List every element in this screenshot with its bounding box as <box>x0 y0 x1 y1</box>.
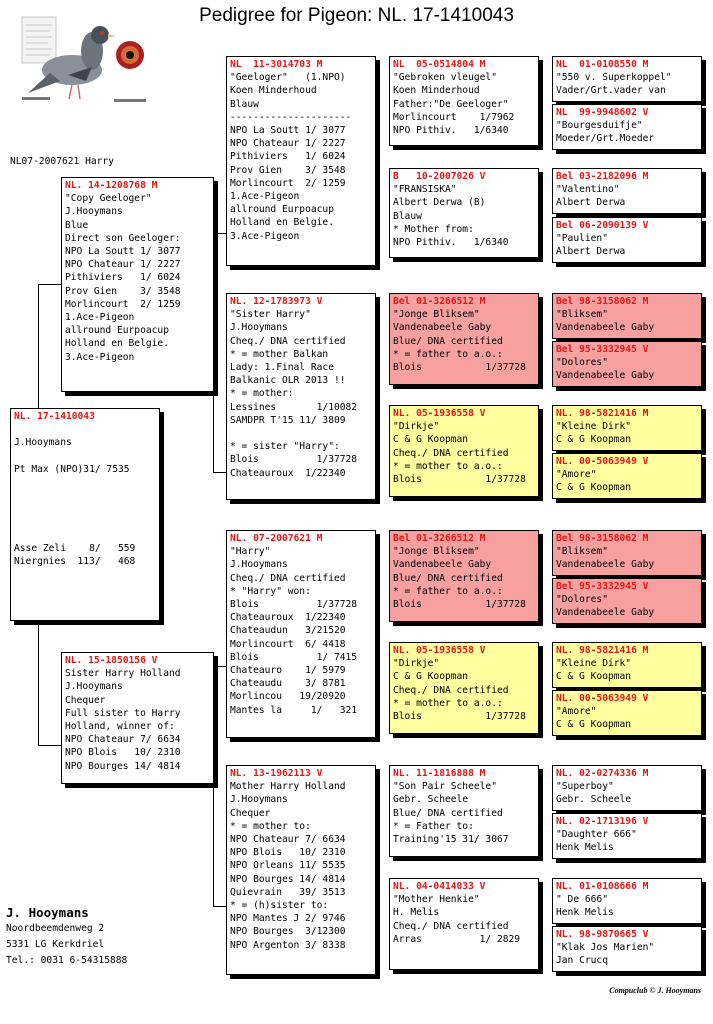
ring-number: NL 01-0108550 M <box>556 59 649 70</box>
card-line: Arras 1/ 2829 <box>393 933 521 945</box>
connector <box>38 284 61 285</box>
card-line: Mother Harry Holland <box>230 781 346 793</box>
card-line: NPO Bourges 3/12300 <box>230 926 346 938</box>
card-line: Direct son Geeloger: <box>65 232 181 244</box>
ring-number: Bel 06-2090139 V <box>556 220 649 231</box>
card-line: Koen Minderhoud <box>230 85 317 97</box>
card-line: Sister Harry Holland <box>65 668 181 680</box>
pigeon-card-g9 <box>552 530 702 576</box>
ring-number: NL. 14-1208768 M <box>65 180 158 191</box>
pigeon-card-g7 <box>552 405 702 451</box>
pigeon-card-g3 <box>552 168 702 214</box>
card-line: Koen Minderhoud <box>393 85 480 97</box>
ring-number: Bel 01-3266512 M <box>393 296 486 307</box>
card-line: Holland en Belgie. <box>65 338 169 350</box>
ring-number: NL. 05-1936558 V <box>393 645 486 656</box>
owner-phone: Tel.: 0031 6-54315888 <box>6 955 128 966</box>
card-line: Vader/Grt.vader van <box>556 85 666 97</box>
card-line: "Paulien" <box>556 233 608 245</box>
owner-address: Noordbeemdenweg 2 <box>6 923 105 934</box>
card-line: "Jonge Bliksem" <box>393 309 480 321</box>
pigeon-card-g1 <box>552 56 702 102</box>
card-line: * = mother Balkan <box>230 348 329 360</box>
card-line: * = mother: <box>230 388 294 400</box>
card-line: Lessines 1/10082 <box>230 401 358 413</box>
card-line: Vandenabeele Gaby <box>556 370 655 382</box>
card-line: * = (h)sister to: <box>230 900 329 912</box>
pigeon-card-f <box>61 177 214 392</box>
ring-number: NL. 15-1850156 V <box>65 655 158 666</box>
pigeon-card-g5 <box>552 293 702 339</box>
card-line: "Jonge Bliksem" <box>393 546 480 558</box>
card-line <box>14 529 156 542</box>
card-line: Chequer <box>230 807 271 819</box>
card-line: "Bourgesduifje" <box>556 120 643 132</box>
card-line: "Dirkje" <box>393 421 440 433</box>
ring-number: NL. 02-0274336 M <box>556 768 649 779</box>
pigeon-card-mfm <box>389 642 539 734</box>
card-line: Niergnies 113/ 468 <box>14 556 136 568</box>
card-line: "Kleine Dirk" <box>556 658 632 670</box>
card-line: Moeder/Grt.Moeder <box>556 133 655 145</box>
pigeon-card-fm <box>226 293 376 500</box>
card-line: Chateauroux 1/22340 <box>230 467 346 479</box>
ring-number: NL. 00-5063949 V <box>556 693 649 704</box>
card-line: "Amore" <box>556 706 597 718</box>
pigeon-card-fmm <box>389 405 539 497</box>
pigeon-card-ff <box>226 56 376 266</box>
card-line <box>14 489 156 502</box>
ring-number: NL 05-0514804 M <box>393 59 486 70</box>
card-line: Albert Derwa (B) <box>393 197 486 209</box>
ring-number: Bel 95-3332945 V <box>556 344 649 355</box>
ring-number: NL. 12-1783973 V <box>230 296 323 307</box>
card-line: Jan Crucq <box>556 955 608 967</box>
card-line: Henk Melis <box>556 907 614 919</box>
card-line: Prov Gien 3/ 3548 <box>65 285 181 297</box>
card-line: NPO Pithiv. 1/6340 <box>393 125 509 137</box>
ring-number: NL. 98-5821416 M <box>556 645 649 656</box>
card-line: Morlincourt 1/7962 <box>393 111 515 123</box>
card-line: Vandenabeele Gaby <box>393 559 492 571</box>
card-line: Chateauro 1/ 5979 <box>230 665 346 677</box>
ring-number: NL. 98-5821416 M <box>556 408 649 419</box>
card-line: * = mother to: <box>230 820 311 832</box>
card-line: J.Hooymans <box>230 794 288 806</box>
pigeon-card-mf <box>226 530 376 738</box>
pigeon-card-g16 <box>552 926 702 972</box>
card-line: SAMDPR T'15 11/ 3809 <box>230 414 346 426</box>
card-line: NPO Blois 10/ 2310 <box>230 847 346 859</box>
ring-number: NL. 02-1713196 V <box>556 816 649 827</box>
pigeon-card-mmm <box>389 878 539 970</box>
card-line: "Dolores" <box>556 357 608 369</box>
card-line: NPO Mantes J 2/ 9746 <box>230 913 346 925</box>
card-line: Cheq./ DNA certified <box>230 572 346 584</box>
card-line: Pt Max (NPO)31/ 7535 <box>14 463 130 475</box>
card-line: NPO Blois 10/ 2310 <box>65 747 181 759</box>
card-line: Albert Derwa <box>556 197 626 209</box>
pigeon-card-g14 <box>552 813 702 859</box>
card-line: 3.Ace-Pigeon <box>230 230 300 242</box>
card-line: Blue/ DNA certified <box>393 807 503 819</box>
card-line: Vandenabeele Gaby <box>393 322 492 334</box>
card-line <box>14 516 156 529</box>
pigeon-card-g11 <box>552 642 702 688</box>
card-line: C & G Koopman <box>393 671 469 683</box>
ring-number: NL. 11-1816888 M <box>393 768 486 779</box>
ring-number: NL. 05-1936558 V <box>393 408 486 419</box>
pigeon-card-g8 <box>552 453 702 499</box>
card-line: Gebr. Scheele <box>556 794 632 806</box>
card-line: 1.Ace-Pigeon <box>230 191 300 203</box>
ring-number: NL. 98-9870665 V <box>556 929 649 940</box>
card-line: Blue/ DNA certified <box>393 335 503 347</box>
card-line: Morlincourt 6/ 4418 <box>230 638 346 650</box>
connector <box>213 233 226 234</box>
card-line: Blois 1/37728 <box>230 599 358 611</box>
card-line: * = mother to a.o.: <box>393 460 503 472</box>
owner-block <box>6 905 127 969</box>
card-line: 3.Ace-Pigeon <box>65 351 135 363</box>
card-line: "Harry" <box>230 546 271 558</box>
card-line: Chequer <box>65 694 106 706</box>
card-line: Chateauroux 1/22340 <box>230 612 346 624</box>
card-line: J.Hooymans <box>230 559 288 571</box>
pigeon-card-g12 <box>552 690 702 736</box>
card-line: Cheq./ DNA certified <box>393 447 509 459</box>
card-line: --------------------- <box>230 111 352 123</box>
card-line: NPO Pithiv. 1/6340 <box>393 237 509 249</box>
ring-number: NL 99-9948602 V <box>556 107 649 118</box>
card-line: NPO Chateaur 1/ 2227 <box>65 259 181 271</box>
card-line: " De 666" <box>556 894 608 906</box>
pigeon-card-g2 <box>552 104 702 150</box>
card-line: Balkanic OLR 2013 !! <box>230 375 346 387</box>
connector <box>213 906 226 907</box>
card-line: Morlincourt 2/ 1259 <box>230 177 346 189</box>
card-line: * = sister "Harry": <box>230 441 340 453</box>
card-line: Holland en Belgie. <box>230 217 334 229</box>
page-title: Pedigree for Pigeon: NL. 17-1410043 <box>199 5 514 26</box>
card-line: Blois 1/37728 <box>230 454 358 466</box>
card-line: "Bliksem" <box>556 546 608 558</box>
card-line: "Valentino" <box>556 184 620 196</box>
pigeon-logo-image <box>20 15 150 107</box>
card-line <box>14 476 156 489</box>
card-line: * Mother from: <box>393 223 474 235</box>
card-line: "Dirkje" <box>393 658 440 670</box>
card-line: NPO Argenton 3/ 8338 <box>230 939 346 951</box>
card-line <box>14 450 156 463</box>
pigeon-card-g6 <box>552 341 702 387</box>
pigeon-card-ffm <box>389 168 539 258</box>
card-line: Blois 1/37728 <box>393 362 526 374</box>
card-line: Pithiviers 1/ 6024 <box>230 151 346 163</box>
card-line: NPO Chateaur 7/ 6634 <box>65 734 181 746</box>
card-line: NPO Orleans 11/ 5535 <box>230 860 346 872</box>
owner-name: J. Hooymans <box>6 905 89 920</box>
card-line: "Mother Henkie" <box>393 894 480 906</box>
card-line: "Dolores" <box>556 594 608 606</box>
card-line: Morlincou 19/20920 <box>230 691 346 703</box>
card-line: "Son Pair Scheele" <box>393 781 497 793</box>
footer-credit: Compuclub © J. Hooymans <box>609 986 701 995</box>
card-line: NPO La Soutt 1/ 3077 <box>65 246 181 258</box>
card-line: Vandenabeele Gaby <box>556 559 655 571</box>
card-line: Quievrain 39/ 3513 <box>230 886 346 898</box>
pigeon-card-m <box>61 652 214 784</box>
card-line: "Daughter 666" <box>556 829 637 841</box>
pigeon-card-g13 <box>552 765 702 811</box>
card-line: Blue/ DNA certified <box>393 572 503 584</box>
card-line: Blois 1/37728 <box>393 599 526 611</box>
card-line: NPO La Soutt 1/ 3077 <box>230 125 346 137</box>
card-line: C & G Koopman <box>556 671 632 683</box>
card-line: Blois 1/37728 <box>393 474 526 486</box>
ring-number: Bel 03-2182096 M <box>556 171 649 182</box>
card-line: "Sister Harry" <box>230 309 311 321</box>
pigeon-card-mff <box>389 530 539 622</box>
card-line: C & G Koopman <box>393 434 469 446</box>
ring-number: NL. 13-1962113 V <box>230 768 323 779</box>
ring-number: NL. 07-2007621 M <box>230 533 323 544</box>
ring-number: Bel 01-3266512 M <box>393 533 486 544</box>
card-line: J.Hooymans <box>65 206 123 218</box>
card-line: Cheq./ DNA certified <box>230 335 346 347</box>
card-line: NPO Chateaur 1/ 2227 <box>230 138 346 150</box>
card-line: Blois 1/ 7415 <box>230 651 358 663</box>
ring-number: NL. 17-1410043 <box>14 411 95 422</box>
card-line: "Klak Jos Marien" <box>556 942 655 954</box>
pigeon-card-main <box>10 408 160 621</box>
card-line: "Gebroken vleugel" <box>393 72 497 84</box>
reference-note: NL07-2007621 Harry <box>10 156 114 167</box>
card-line: "Copy Geeloger" <box>65 193 152 205</box>
pigeon-card-g15 <box>552 878 702 924</box>
card-line: * = mother to a.o.: <box>393 697 503 709</box>
card-line: Prov Gien 3/ 3548 <box>230 164 346 176</box>
card-line: NPO Bourges 14/ 4814 <box>65 760 181 772</box>
card-line: Training'15 31/ 3067 <box>393 834 509 846</box>
card-line: "550 v. Superkoppel" <box>556 72 672 84</box>
card-line: allround Eurpoacup <box>230 204 334 216</box>
card-line: allround Eurpoacup <box>65 325 169 337</box>
connector <box>213 472 226 473</box>
card-line: Full sister to Harry <box>65 707 181 719</box>
card-line: * = Father to: <box>393 820 474 832</box>
card-line: Morlincourt 2/ 1259 <box>65 298 181 310</box>
connector <box>38 745 61 746</box>
pigeon-card-mm <box>226 765 376 975</box>
card-line: * = father to a.o.: <box>393 348 503 360</box>
card-line: C & G Koopman <box>556 482 632 494</box>
card-line: NPO Bourges 14/ 4814 <box>230 873 346 885</box>
pigeon-card-g10 <box>552 578 702 624</box>
card-line: "FRANSISKA" <box>393 184 457 196</box>
pigeon-card-fmf <box>389 293 539 385</box>
card-line <box>230 427 372 440</box>
ring-number: Bel 98-3158062 M <box>556 533 649 544</box>
card-line: Albert Derwa <box>556 246 626 258</box>
card-line: * = father to a.o.: <box>393 585 503 597</box>
card-line: NPO Chateaur 7/ 6634 <box>230 834 346 846</box>
ring-number: Bel 98-3158062 M <box>556 296 649 307</box>
card-line: Holland, winner of: <box>65 721 175 733</box>
ring-number: B 10-2007026 V <box>393 171 486 182</box>
card-line: "Bliksem" <box>556 309 608 321</box>
owner-postcode: 5331 LG Kerkdriel <box>6 939 105 950</box>
card-line: Vandenabeele Gaby <box>556 322 655 334</box>
card-line: Mantes la 1/ 321 <box>230 704 358 716</box>
pigeon-card-g4 <box>552 217 702 263</box>
card-line <box>14 423 156 436</box>
card-line: Blois 1/37728 <box>393 711 526 723</box>
card-line: 1.Ace-Pigeon <box>65 312 135 324</box>
ring-number: Bel 95-3332945 V <box>556 581 649 592</box>
card-line: "Amore" <box>556 469 597 481</box>
card-line: "Superboy" <box>556 781 614 793</box>
ring-number: NL. 01-0108666 M <box>556 881 649 892</box>
card-line: J.Hooymans <box>14 437 72 449</box>
ring-number: NL. 04-0414033 V <box>393 881 486 892</box>
connector <box>213 666 226 667</box>
card-line: Blue <box>65 219 89 231</box>
ring-number: NL. 00-5063949 V <box>556 456 649 467</box>
card-line: Father:"De Geeloger" <box>393 98 509 110</box>
card-line: Blauw <box>230 98 259 110</box>
card-line: Chateaudu 3/ 8781 <box>230 678 346 690</box>
card-line: Lady: 1.Final Race <box>230 362 334 374</box>
card-line: J.Hooymans <box>230 322 288 334</box>
card-line: C & G Koopman <box>556 434 632 446</box>
card-line: Cheq./ DNA certified <box>393 920 509 932</box>
card-line: "Geeloger" (1.NPO) <box>230 72 346 84</box>
card-line: Henk Melis <box>556 842 614 854</box>
card-line <box>14 502 156 515</box>
card-line: Asse Zeli 8/ 559 <box>14 543 136 555</box>
card-line: Gebr. Scheele <box>393 794 469 806</box>
card-line: Vandenabeele Gaby <box>556 607 655 619</box>
card-line: "Kleine Dirk" <box>556 421 632 433</box>
pigeon-card-mmf <box>389 765 539 857</box>
card-line: H. Melis <box>393 907 440 919</box>
card-line: J.Hooymans <box>65 681 123 693</box>
ring-number: NL 11-3014703 M <box>230 59 323 70</box>
card-line: Pithiviers 1/ 6024 <box>65 272 181 284</box>
card-line: Blauw <box>393 210 422 222</box>
card-line: C & G Koopman <box>556 719 632 731</box>
card-line: * "Harry" won: <box>230 585 311 597</box>
card-line: Chateaudun 3/21520 <box>230 625 346 637</box>
card-line: Cheq./ DNA certified <box>393 684 509 696</box>
pigeon-card-fff <box>389 56 539 146</box>
